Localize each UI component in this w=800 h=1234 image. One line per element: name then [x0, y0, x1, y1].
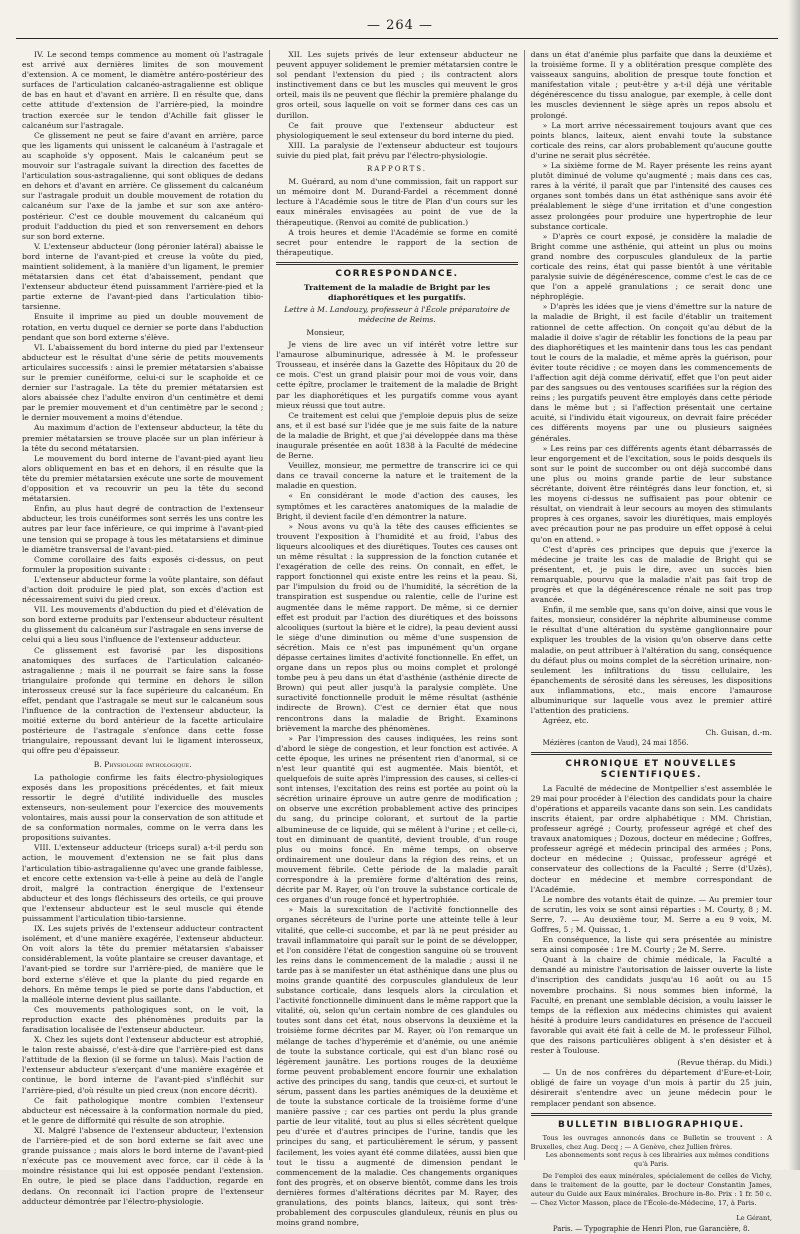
header-rule	[16, 38, 778, 39]
paragraph: VII. Les mouvements d'abduction du pied et d'élévation de son bord externe produits par l'extenseur abducteur résultent du glissement du calcanéum sur l'astragale en sens inverse de celui qui a lieu sous l'influence de l'extenseur adducteur.	[22, 605, 264, 645]
paragraph: X. Chez les sujets dont l'extenseur abducteur est atrophié, le talon reste abaissé, c'est-à-dire que l'arrière-pied est dans l'attitude de la flexion (il se forme un talus). Mais l'action de l'extenseur abducteur s'exerçant d'une manière exagérée et continue, le bord interne de l'avant-pied s'infléchit sur l'arrière-pied, d'où résulte un pied creux (non encore décrit).	[22, 1035, 264, 1095]
bulletin-title: BULLETIN BIBLIOGRAPHIQUE.	[558, 1119, 745, 1130]
paragraph: Veuillez, monsieur, me permettre de transcrire ici ce qui dans ce travail concerne la nature et le traitement de la maladie en question.	[276, 461, 518, 491]
column-right	[524, 50, 778, 1233]
source-citation: (Revue thérap. du Midi.)	[677, 1058, 772, 1068]
section-divider	[531, 752, 772, 755]
paragraph: » Mais la surexcitation de l'activité fonctionnelle des organes sécréteurs de l'urine porte une atteinte telle à leur vitalité, que celle-ci succombe, et par là ne peut présider au travail inflammatoire qui paraît sur le point de se développer, et l'on considère l'état de congestion sanguine où se trouvent les reins dans le commencement de la maladie ; aussi il ne tarde pas à se manifester un état asthénique dans une plus ou moins grande quantité des corpuscules glanduleux de leur substance corticale, dans lesquels alors la circulation et l'activité fonctionnelle diminuent dans le même rapport que la vitalité, où, selon qu'un certain nombre de ces glandules ou toutes sont dans cet état, nous observons la deuxième et la troisième forme décrites par M. Rayer, où l'on remarque un mélange de taches d'hyperémie et d'anémie, ou une anémie de toute la substance corticale, qui est d'un blanc rosé ou légèrement jaunâtre. Les portions rouges de la deuxième forme peuvent probablement encore fournir une exhalation active des principes du sang, tandis que ceux-ci, et surtout le sérum, passent dans les parties anémiques de la deuxième et de toute la substance corticale de la troisième forme d'une manière passive ; car ces parties ont perdu la plus grande partie de leur vitalité, tout au plus si elles sécrètent quelque peu d'urée et d'autres principes de l'urine, tandis que les principes du sang, et particulièrement le sérum, y passent facilement, les voies ayant été comme dilatées, aussi bien que tout le tissu a augmenté de dimension pendant le commencement de la maladie. Ces changements organiques font des progrès, et on observe bientôt, comme dans les trois dernières formes d'altérations décrites par M. Rayer, des granulations, des points blancs, laiteux, qui sont très-probablement des corpuscules glanduleux, réunis en plus ou moins grand nombre,	[276, 905, 518, 1228]
paragraph: » Par l'impression des causes indiquées, les reins sont d'abord le siège de congestion, et leur fonction est activée. A cette époque, les urines ne présentent rien d'anormal, si ce n'est leur quantité qui est augmentée. Mais bientôt, et quelquefois de suite après l'impression des causes, si celles-ci sont intenses, l'excitation des reins est portée au point où la sécrétion urinaire éprouve un autre genre de modification ; on observe une excrétion probablement active des principes du sang, du principe colorant, et surtout de la partie albumineuse de ce liquide, qui se mêlent à l'urine ; et celle-ci, tout en diminuant de quantité, devient trouble, d'un rouge plus ou moins foncé. En même temps, on observe ordinairement une douleur dans la région des reins, et un mouvement fébrile. Cette période de la maladie paraît correspondre à la première forme d'altération des reins, décrite par M. Rayer, où l'on trouve la substance corticale de ces organes d'un rouge foncé et hypertrophiée.	[276, 733, 518, 905]
paragraph: XIII. La paralysie de l'extenseur abducteur est toujours suivie du pied plat, fait prévu par l'électro-physiologie.	[276, 140, 518, 160]
paragraph: M. Guérard, au nom d'une commission, fait un rapport sur un mémoire dont M. Durand-Fardel a récemment donné lecture à l'Académie sous le titre de Plan d'un cours sur les eaux minérales envisagées au point de vue de la thérapeutique. (Renvoi au comité de publication.)	[276, 177, 518, 227]
paragraph: Comme corollaire des faits exposés ci-dessus, on peut formuler la proposition suivante :	[22, 554, 264, 574]
footer-block	[531, 1214, 772, 1234]
salutation: Monsieur,	[306, 327, 345, 337]
paragraph: XI. Malgré l'absence de l'extenseur abducteur, l'extension de l'arrière-pied et de son bord externe se fait avec une grande puissance ; mais alors le bord interne de l'avant-pied n'exécute pas ce mouvement avec force, car il cède à la moindre résistance qui lui est opposée pendant l'extension. En outre, le pied se place dans l'adduction, regarde en dedans. On reconnaît ici l'action propre de l'extenseur adducteur démontrée par l'électro-physiologie.	[22, 1125, 264, 1206]
paragraph: Le nombre des votants était de quinze. — Au premier tour de scrutin, les voix se sont ainsi réparties : M. Courty, 8 ; M. Serre, 7. — Au deuxième tour, M. Serre a eu 9 voix, M. Goffres, 5 ; M. Quissac, 1.	[530, 894, 772, 934]
paragraph: Ce traitement est celui que j'emploie depuis plus de seize ans, et il est basé sur l'idée que je me suis faite de la nature de la maladie de Bright, et que j'ai développée dans ma thèse inaugurale présentée en août 1838 à la Faculté de médecine de Berne.	[276, 410, 518, 461]
gerant-label: Le Gérant,	[736, 1213, 772, 1222]
paragraph: » La mort arrive nécessairement toujours avant que ces points blancs, laiteux, aient envahi toute la substance corticale des reins, car alors probablement qu'aucune goutte d'urine ne serait plus sécrétée.	[530, 120, 772, 160]
paragraph: Enfin, au plus haut degré de contraction de l'extenseur abducteur, les trois cunéiformes sont serrés les uns contre les autres par leur face inférieure, ce qui imprime à l'avant-pied une tension qui se propage à tous les métatarsiens et diminue le diamètre transversal de l'avant-pied.	[22, 504, 264, 554]
letter-place-date: Mézières (canton de Vaud), 24 mai 1856.	[542, 739, 689, 748]
text-columns	[16, 50, 778, 1233]
paragraph: » Nous avons vu qu'à la tête des causes efficientes se trouvent l'exposition à l'humidité et au froid, l'abus des liqueurs alcooliques et des diurétiques. Toutes ces causes ont un même résultat : la suppression de la fonction cutanée et l'exagération de celle des reins. On connaît, en effet, le rapport fonctionnel qui existe entre les reins et la peau. Si, par l'impulsion du froid ou de l'humidité, la sécrétion de la transpiration est suspendue ou ralentie, celle de l'urine est augmentée dans le même rapport. De même, si ce dernier effet est produit par l'action des diurétiques et des boissons alcooliques (surtout la bière et le cidre), la peau devient aussi le siège d'une diminution ou même d'une suspension de sécrétion. Mais ce n'est pas impunément qu'un organe dépasse certaines limites d'activité fonctionnelle. En effet, un organe dans un repos plus ou moins complet et prolongé tombe peu à peu dans un état d'asthénie (asthénie directe de Brown) qui peut aller jusqu'à la paralysie complète. Une suractivité fonctionnelle produit le même résultat (asthénie indirecte de Brown). C'est ce dernier état que nous rencontrons dans la maladie de Bright. Examinons brièvement la marche des phénomènes.	[276, 521, 518, 733]
paragraph: Ce fait pathologique montre combien l'extenseur abducteur est nécessaire à la conformation normale du pied, et le genre de difformité qui résulte de son atrophie.	[22, 1095, 264, 1125]
paragraph: dans un état d'anémie plus parfaite que dans la deuxième et la troisième forme. Il y a oblitération presque complète des vaisseaux sanguins, abolition de presque toute fonction et manifestation vitale ; peut-être y a-t-il déjà une véritable dégénérescence du tissu analogue, par exemple, à celle dont les muscles deviennent le siège après un repos absolu et prolongé.	[530, 50, 772, 120]
paragraph: » D'après ce court exposé, je considère la maladie de Bright comme une asthénie, qui atteint un plus ou moins grand nombre des corpuscules glanduleux de la partie corticale des reins, état qui passe bientôt à une véritable paralysie suivie de dégénérescence, comme c'est le cas de ce que l'on a appelé granulations ; ce serait donc une néphroplégie.	[530, 231, 772, 302]
article-byline: Lettre à M. Landouzy, professeur à l'École préparatoire de médecine de Reims.	[284, 304, 510, 324]
paragraph: Ensuite il imprime au pied un double mouvement de rotation, en vertu duquel ce dernier se porte dans l'abduction pendant que son bord externe s'élève.	[22, 312, 264, 342]
closing: Agréez, etc.	[542, 716, 589, 726]
biblio-note: Les abonnements sont reçus à ces librairies aux mêmes conditions qu'à Paris.	[545, 1151, 770, 1169]
paragraph: » La sixième forme de M. Rayer présente les reins ayant plutôt diminué de volume qu'augmenté ; mais dans ces cas, rares à la vérité, il paraît que par l'intensité des causes ces organes sont tombés dans un état asthénique sans avoir été préalablement le siège d'une irritation et d'une congestion assez prolongées pour produire une hypertrophie de leur substance corticale.	[530, 161, 772, 231]
paragraph: Enfin, il me semble que, sans qu'on doive, ainsi que vous le faites, monsieur, considérer la néphrite albumineuse comme le résultat d'une altération du système ganglionnaire pour expliquer les troubles de la vision qu'on observe dans cette maladie, on peut attribuer à l'altération du sang, conséquence du défaut plus ou moins complet de la sécrétion urinaire, non-seulement les infiltrations du tissu cellulaire, les épanchements de sérosité dans les séreuses, les dispositions aux inflammations, etc., mais encore l'amaurose albuminurique sur laquelle vous avez le premier attiré l'attention des praticiens.	[530, 605, 772, 716]
paragraph: C'est d'après ces principes que depuis que j'exerce la médecine je traite les cas de maladie de Bright qui se présentent, et, je puis le dire, avec un succès bien remarquable, pourvu que la maladie n'ait pas fait trop de progrès et que la dégénérescence rénale ne soit pas trop avancée.	[530, 544, 772, 605]
paragraph: IV. Le second temps commence au moment où l'astragale est arrivé aux dernières limites de son mouvement d'extension. A ce moment, le diamètre antéro-postérieur des surfaces de l'articulation calcanéo-astragalienne est oblique de bas en haut et d'avant en arrière. Il en résulte que, dans cette attitude d'extension de l'arrière-pied, la moindre traction exercée sur le tendon d'Achille fait glisser le calcanéum sur l'astragale.	[22, 50, 264, 130]
section-divider	[276, 262, 517, 265]
printer-line: Paris. — Typographie de Henri Plon, rue Garancière, 8.	[552, 1224, 750, 1233]
section-subheading: B. Physiologie pathologique.	[93, 759, 192, 769]
paragraph: Quant à la chaire de chimie médicale, la Faculté a demandé au ministre l'autorisation de laisser ouverte la liste d'inscription des candidats jusqu'au 16 août ou au 15 novembre prochains. Si nous sommes bien informé, la Faculté, en prenant une semblable décision, a voulu laisser le temps de la réflexion aux médecins chimistes qui avaient hésité à produire leurs candidatures en présence de l'accueil favorable qui avait été fait à celle de M. le professeur Filhol, que des raisons particulières obligent à s'en désister et à rester à Toulouse.	[530, 955, 772, 1056]
paragraph: L'extenseur abducteur forme la voûte plantaire, son défaut d'action doit produire le pied plat, son excès d'action est nécessairement suivi du pied creux.	[22, 574, 264, 605]
page-number: — 264 —	[366, 18, 434, 33]
paragraph: Le mouvement du bord interne de l'avant-pied ayant lieu alors obliquement en bas et en dehors, il en résulte que la tête du premier métatarsien exécute une sorte de mouvement d'opposition et va recouvrir un peu la tête du second métatarsien.	[22, 453, 264, 504]
paragraph: IX. Les sujets privés de l'extenseur adducteur contractent isolément, et d'une manière exagérée, l'extenseur abducteur. On voit alors la tête du premier métatarsien s'abaisser considérablement, la voûte plantaire se creuser davantage, et l'avant-pied se tordre sur l'arrière-pied, de manière que le bord externe s'élève et que la plante du pied regarde en dehors. En même temps le pied se porte dans l'abduction, et la malléole interne devient plus saillante.	[22, 924, 264, 1004]
paragraph: VI. L'abaissement du bord interne du pied par l'extenseur abducteur est le résultat d'une série de petits mouvements articulaires successifs : ainsi le premier métatarsien s'abaisse sur le premier cunéiforme, celui-ci sur le scaphoïde et ce dernier sur l'astragale. La tête du premier métatarsien est alors abaissée chez l'adulte environ d'un centimètre et demi par le premier mouvement et d'un centimètre par le second ; le dernier mouvement a moins d'étendue.	[22, 342, 264, 423]
paragraph: — Un de nos confrères du département d'Eure-et-Loir, obligé de faire un voyage d'un mois à partir du 25 juin, désirerait s'entendre avec un jeune médecin pour le remplacer pendant son absence.	[530, 1068, 772, 1108]
column-middle	[269, 50, 523, 1228]
correspondance-title: CORRESPONDANCE.	[335, 268, 459, 279]
paragraph: Je viens de lire avec un vif intérêt votre lettre sur l'amaurose albuminurique, adressée à M. le professeur Trousseau, et insérée dans la Gazette des Hôpitaux du 20 de ce mois. C'est un grand plaisir pour moi de vous voir, dans cette épître, proclamer le traitement de la maladie de Bright par les diaphorétiques et les purgatifs comme vous ayant mieux réussi que tout autre.	[276, 340, 518, 410]
paragraph: La pathologie confirme les faits électro-physiologiques exposés dans les propositions précédentes, et fait mieux ressortir le degré d'utilité individuelle des muscles extenseurs, non-seulement pour l'exercice des mouvements volontaires, mais aussi pour la conservation de son attitude et de sa conformation normales, comme on le verra dans les propositions suivantes.	[22, 772, 264, 843]
page-header	[0, 12, 800, 38]
signature: Ch. Guisan, d.-m.	[705, 728, 772, 738]
article-title: Traitement de la maladie de Bright par les diaphorétiques et les purgatifs.	[303, 282, 491, 302]
paragraph: A trois heures et demie l'Académie se forme en comité secret pour entendre le rapport de la section de thérapeutique.	[276, 227, 518, 257]
column-left	[16, 50, 269, 1206]
paragraph: XII. Les sujets privés de leur extenseur abducteur ne peuvent appuyer solidement le premier métatarsien contre le sol pendant l'extension du pied ; ils contractent alors instinctivement dans ce but les muscles qui meuvent le gros orteil, mais ils ne peuvent que fléchir la première phalange du gros orteil, sous laquelle on voit se former dans ces cas un durillon.	[276, 50, 518, 120]
paragraph: VIII. L'extenseur adducteur (triceps sural) a-t-il perdu son action, le mouvement d'extension ne se fait plus dans l'articulation tibio-astragalienne qu'avec une grande faiblesse, et encore cette extension va-t-elle à peine au delà de l'angle droit, malgré la contraction énergique de l'extenseur abducteur et des longs fléchisseurs des orteils, ce qui prouve que l'extenseur abducteur est le seul muscle qui étende puissamment l'articulation tibio-tarsienne.	[22, 843, 264, 923]
chronique-title: CHRONIQUE ET NOUVELLES SCIENTIFIQUES.	[565, 759, 738, 780]
paragraph: Ce glissement est favorisé par les dispositions anatomiques des surfaces de l'articulation calcanéo-astragalienne ; mais il ne pourrait se faire sans la fosse triangulaire profonde qui termine en dehors le sillon interosseux creusé sur la face supérieure du calcanéum. En effet, pendant que l'astragale se meut sur le calcanéum sous l'influence de la contraction de l'extenseur abducteur, la moitié externe du bord antérieur de la facette articulaire postérieure de l'astragale s'enfonce dans cette fosse triangulaire, repoussant devant lui le ligament interosseux, qui offre peu d'épaisseur.	[22, 645, 264, 756]
paragraph: Au maximum d'action de l'extenseur abducteur, la tête du premier métatarsien se trouve placée sur un plan inférieur à la tête du second métatarsien.	[22, 423, 264, 453]
section-divider	[531, 1113, 772, 1116]
paragraph: La Faculté de médecine de Montpellier s'est assemblée le 29 mai pour procéder à l'élection des candidats pour la chaire d'opérations et appareils vacante dans son sein. Les candidats inscrits étaient, par ordre alphabétique : MM. Christian, professeur agrégé ; Courty, professeur agrégé et chef des travaux anatomiques ; Dozous, docteur en médecine ; Goffres, professeur agrégé et médecin principal des armées ; Pons, docteur en médecine ; Quissac, professeur agrégé et conservateur des collections de la Faculté ; Serre (d'Uzès), docteur en médecine et membre correspondant de l'Académie.	[530, 783, 772, 894]
biblio-entry: De l'emploi des eaux minérales, spécialement de celles de Vichy, dans le traitement de la goutte, par le docteur Constantin James, auteur du Guide aux Eaux minérales. Brochure in-8o. Prix : 1 fr. 50 c. — Chez Victor Masson, place de l'École-de-Médecine, 17, à Paris.	[530, 1171, 772, 1207]
paragraph: Ce fait prouve que l'extenseur abducteur est physiologiquement le seul extenseur du bord interne du pied.	[276, 120, 518, 140]
paragraph: Ces mouvements pathologiques sont, on le voit, la reproduction exacte des phénomènes produits par la faradisation localisée de l'extenseur abducteur.	[22, 1004, 264, 1034]
paragraph: « En considérant le mode d'action des causes, les symptômes et les caractères anatomiques de la maladie de Bright, il devient facile d'en démontrer la nature.	[276, 491, 518, 521]
paragraph: » Les reins par ces différents agents étant débarrassés de leur engorgement et de l'excitation, sous le poids desquels ils sont sur le point de succomber ou ont déjà succombé dans une plus ou moins grande partie de leur substance sécrétante, doivent être réintégrés dans leur fonction, et, si les moyens ci-dessus ne suffisaient pas pour obtenir ce résultat, on viendrait à leur secours au moyen des stimulants propres à ces organes, savoir les diurétiques, mais employés avec précaution pour ne pas produire un effet opposé à celui qu'on en attend. »	[530, 443, 772, 544]
paragraph: » D'après les idées que je viens d'émettre sur la nature de la maladie de Bright, il est facile d'établir un traitement rationnel de cette affection. On conçoit qu'au début de la maladie il doive s'agir de rétablir les fonctions de la peau par des diaphorétiques et les maintenir dans tous les cas pendant tout le cours de la maladie, et même après la guérison, pour éviter toute récidive ; ce moyen dans les commencements de l'affection agit déjà comme dérivatif, effet que l'on peut aider par des sangsues ou des ventouses scarifiées sur la région des reins ; les purgatifs peuvent être employés dans cette période dans le même but ; si l'affection présentait une certaine acuité, si l'individu était vigoureux, on devrait faire précéder ces différents moyens par une ou plusieurs saignées générales.	[530, 302, 772, 443]
paragraph: V. L'extenseur abducteur (long péronier latéral) abaisse le bord interne de l'avant-pied et creuse la voûte du pied, maintient solidement, à la manière d'un ligament, le premier métatarsien dans cet état d'abaissement, pendant que l'extenseur abducteur étend puissamment l'arrière-pied et la partie externe de l'avant-pied dans l'articulation tibio-tarsienne.	[22, 241, 264, 312]
rapports-label: RAPPORTS.	[366, 165, 428, 174]
biblio-note: Tous les ouvrages annoncés dans ce Bulletin se trouvent : A Bruxelles, chez Aug. Decq ; — A Genève, chez Jullien frères.	[530, 1133, 772, 1151]
paragraph: En conséquence, la liste qui sera présentée au ministre sera ainsi composée : 1re M. Courty ; 2e M. Serre.	[530, 935, 772, 955]
paragraph: Ce glissement ne peut se faire d'avant en arrière, parce que les ligaments qui unissent le calcanéum à l'astragale et au scaphoïde s'y opposent. Mais le calcanéum peut se mouvoir sur l'astragale suivant la direction des facettes de l'articulation sous-astragalienne, qui sont obliques de dedans en dehors et d'avant en arrière. Ce glissement du calcanéum sur l'astragale produit un double mouvement de rotation du calcanéum sur l'axe de la jambe et sur son axe antéro-postérieur. C'est ce double mouvement du calcanéum qui produit l'adduction du pied et son renversement en dehors sur son bord externe.	[22, 130, 264, 241]
